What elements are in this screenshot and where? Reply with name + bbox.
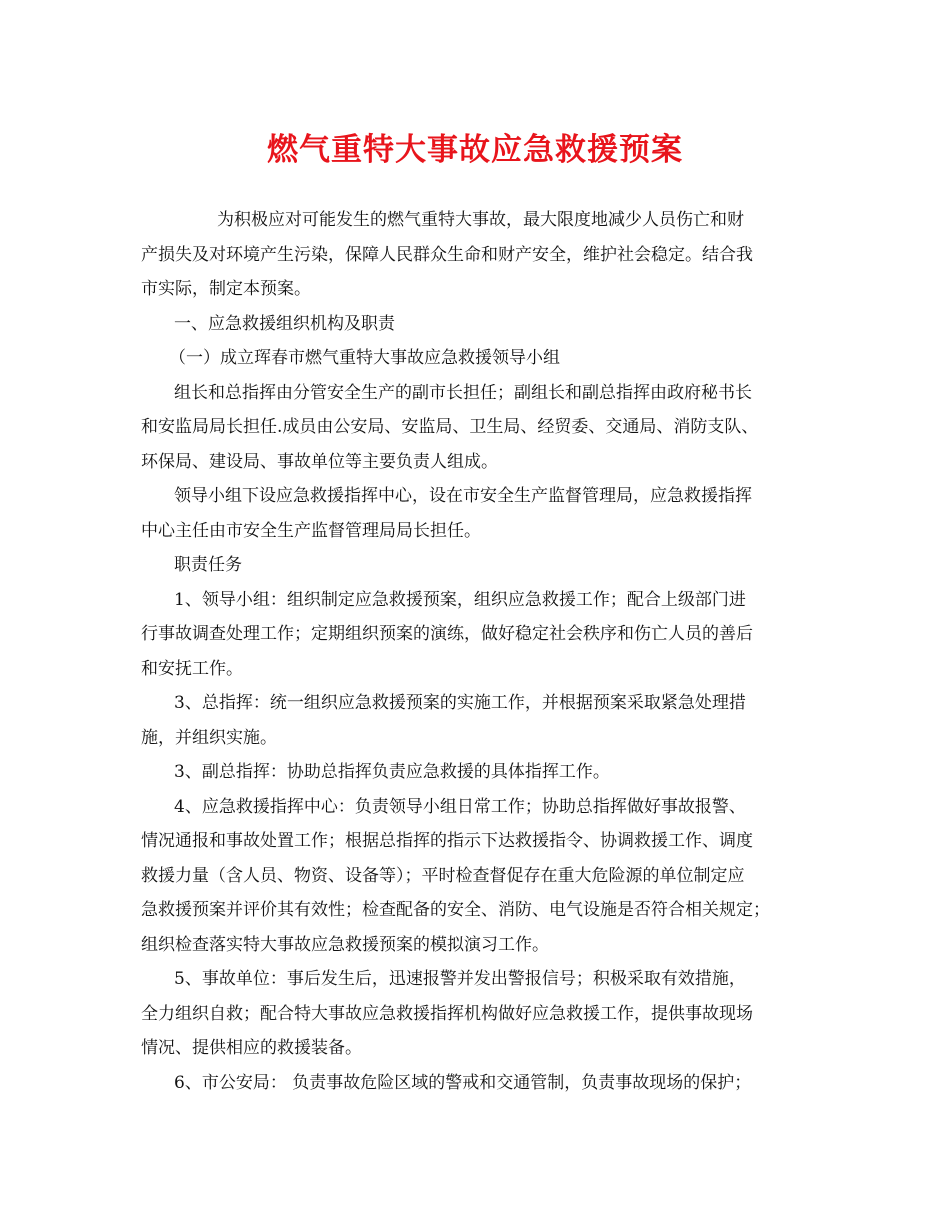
paragraph-line: 情况、提供相应的救援装备。 [141, 1038, 362, 1058]
paragraph-line: 领导小组下设应急救援指挥中心，设在市安全生产监督管理局，应急救援指挥 [174, 486, 752, 506]
paragraph-line: 全力组织自救；配合特大事故应急救援指挥机构做好应急救援工作，提供事故现场 [141, 1003, 753, 1024]
paragraph-line: 3、总指挥：统一组织应急救援预案的实施工作，并根据预案采取紧急处理措 [174, 693, 746, 713]
paragraph-line: 急救援预案并评价其有效性；检查配备的安全、消防、电气设施是否符合相关规定； [141, 900, 770, 920]
paragraph-line: 4、应急救援指挥中心：负责领导小组日常工作；协助总指挥做好事故报警、 [174, 796, 746, 817]
paragraph-line: 产损失及对环境产生污染，保障人民群众生命和财产安全，维护社会稳定。结合我 [141, 244, 753, 265]
paragraph-line: 1、领导小组：组织制定应急救援预案，组织应急救援工作；配合上级部门进 [174, 589, 746, 610]
document-title: 燃气重特大事故应急救援预案 [267, 132, 683, 168]
paragraph-line: 市实际，制定本预案。 [141, 279, 311, 299]
paragraph-line: 和安监局局长担任.成员由公安局、安监局、卫生局、经贸委、交通局、消防支队、 [141, 417, 759, 437]
paragraph-line: 施，并组织实施。 [141, 727, 277, 748]
section-heading: 一、应急救援组织机构及职责 [174, 313, 395, 334]
paragraph-line: 救援力量（含人员、物资、设备等）；平时检查督促存在重大危险源的单位制定应 [141, 865, 745, 886]
paragraph-line: 3、副总指挥：协助总指挥负责应急救援的具体指挥工作。 [174, 762, 610, 782]
paragraph-line: 组长和总指挥由分管安全生产的副市长担任；副组长和副总指挥由政府秘书长 [174, 382, 752, 403]
paragraph-line: 中心主任由市安全生产监督管理局局长担任。 [141, 520, 481, 541]
paragraph-line: 行事故调查处理工作；定期组织预案的演练，做好稳定社会秩序和伤亡人员的善后 [141, 624, 753, 644]
paragraph-line: 为积极应对可能发生的燃气重特大事故，最大限度地减少人员伤亡和财 [217, 210, 744, 230]
paragraph-line: 6、市公安局： 负责事故危险区域的警戒和交通管制，负责事故现场的保护； [174, 1072, 752, 1093]
section-heading: 职责任务 [174, 555, 242, 575]
paragraph-line: 情况通报和事故处置工作；根据总指挥的指示下达救援指令、协调救援工作、调度 [141, 831, 753, 851]
paragraph-line: 组织检查落实特大事故应急救援预案的模拟演习工作。 [141, 934, 549, 955]
paragraph-line: 环保局、建设局、事故单位等主要负责人组成。 [141, 451, 498, 472]
paragraph-line: 5、事故单位：事后发生后，迅速报警并发出警报信号；积极采取有效措施， [174, 969, 746, 989]
subsection-heading: （一）成立珲春市燃气重特大事故应急救援领导小组 [169, 348, 560, 368]
document-body [141, 203, 817, 1100]
paragraph-line: 和安抚工作。 [141, 658, 243, 679]
